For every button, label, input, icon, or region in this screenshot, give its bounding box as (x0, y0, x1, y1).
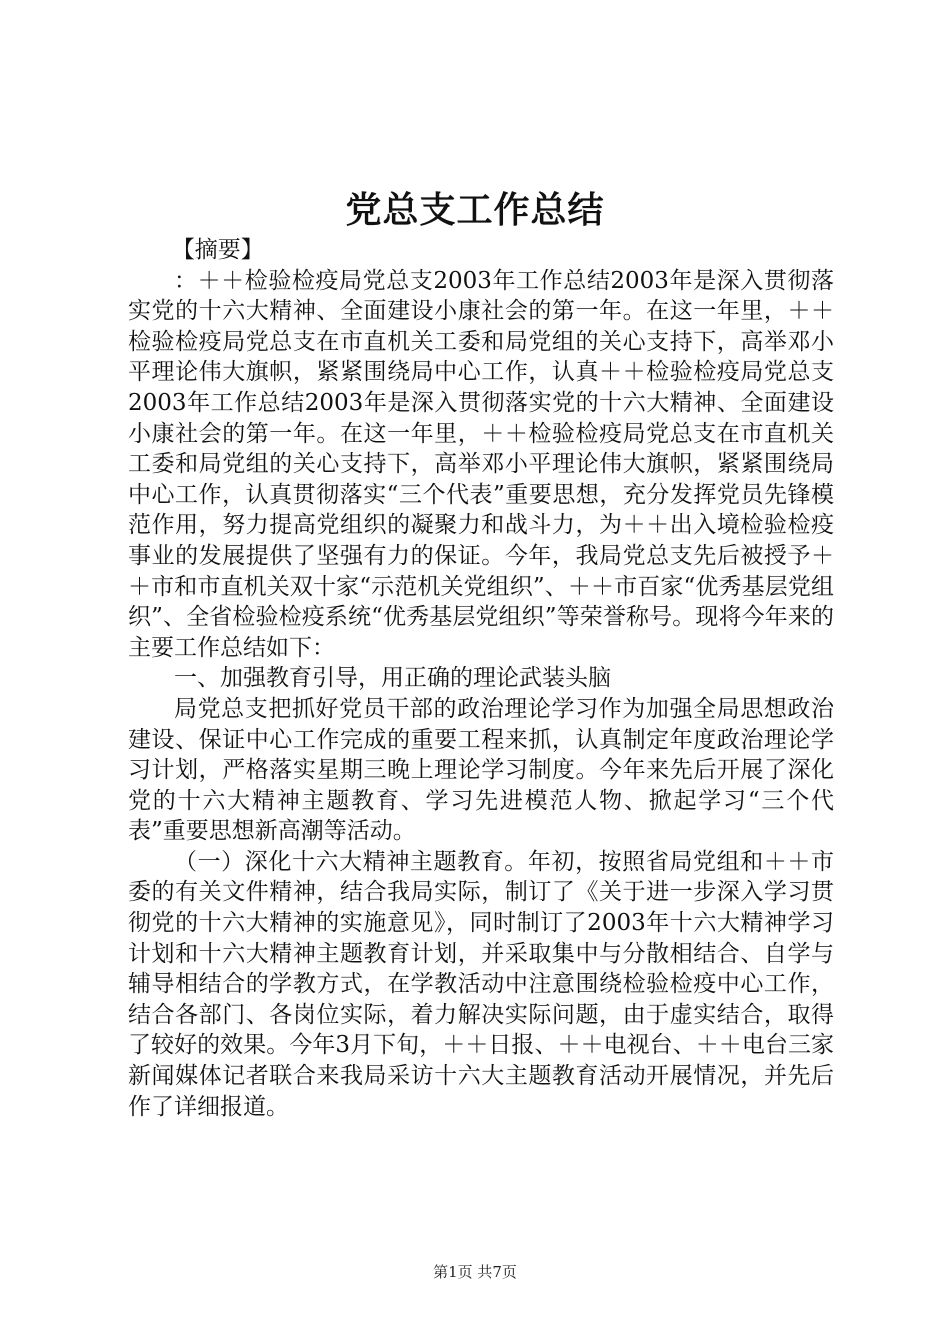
paragraph-subsection-1: （一）深化十六大精神主题教育。年初，按照省局党组和＋＋市委的有关文件精神，结合我局实际，制订了《关于进一步深入学习贯彻党的十六大精神的实施意见》，同时制订了2003年十六大精神学习计划和十六大精神主题教育计划，并采取集中与分散相结合、自学与辅导相结合的学教方式，在学教活动中注意围绕检验检疫中心工作，结合各部门、各岗位实际，着力解决实际问题，由于虚实结合，取得了较好的效果。今年3月下旬，＋＋日报、＋＋电视台、＋＋电台三家新闻媒体记者联合来我局采访十六大主题教育活动开展情况，并先后作了详细报道。 (128, 848, 834, 1120)
document-title: 党总支工作总结 (345, 189, 605, 231)
paragraph-section-1: 局党总支把抓好党员干部的政治理论学习作为加强全局思想政治建设、保证中心工作完成的重要工程来抓，认真制定年度政治理论学习计划，严格落实星期三晚上理论学习制度。今年来先后开展了深化党的十六大精神主题教育、学习先进模范人物、掀起学习“三个代表”重要思想新高潮等活动。 (128, 695, 834, 845)
paragraph-intro: ：＋＋检验检疫局党总支2003年工作总结2003年是深入贯彻落实党的十六大精神、全面建设小康社会的第一年。在这一年里，＋＋检验检疫局党总支在市直机关工委和局党组的关心支持下，高举邓小平理论伟大旗帜，紧紧围绕局中心工作，认真＋＋检验检疫局党总支2003年工作总结2003年是深入贯彻落实党的十六大精神、全面建设小康社会的第一年。在这一年里，＋＋检验检疫局党总支在市直机关工委和局党组的关心支持下，高举邓小平理论伟大旗帜，紧紧围绕局中心工作，认真贯彻落实“三个代表”重要思想，充分发挥党员先锋模范作用，努力提高党组织的凝聚力和战斗力，为＋＋出入境检验检疫事业的发展提供了坚强有力的保证。今年，我局党总支先后被授予＋＋市和市直机关双十家“示范机关党组织”、＋＋市百家“优秀基层党组织”、全省检验检疫系统“优秀基层党组织”等荣誉称号。现将今年来的主要工作总结如下： (128, 267, 834, 661)
document-body (128, 235, 834, 1122)
section-heading-1: 一、加强教育引导，用正确的理论武装头脑 (174, 665, 611, 692)
page-indicator: 第1页 共7页 (433, 1263, 517, 1281)
abstract-label: 【摘要】 (171, 237, 264, 263)
